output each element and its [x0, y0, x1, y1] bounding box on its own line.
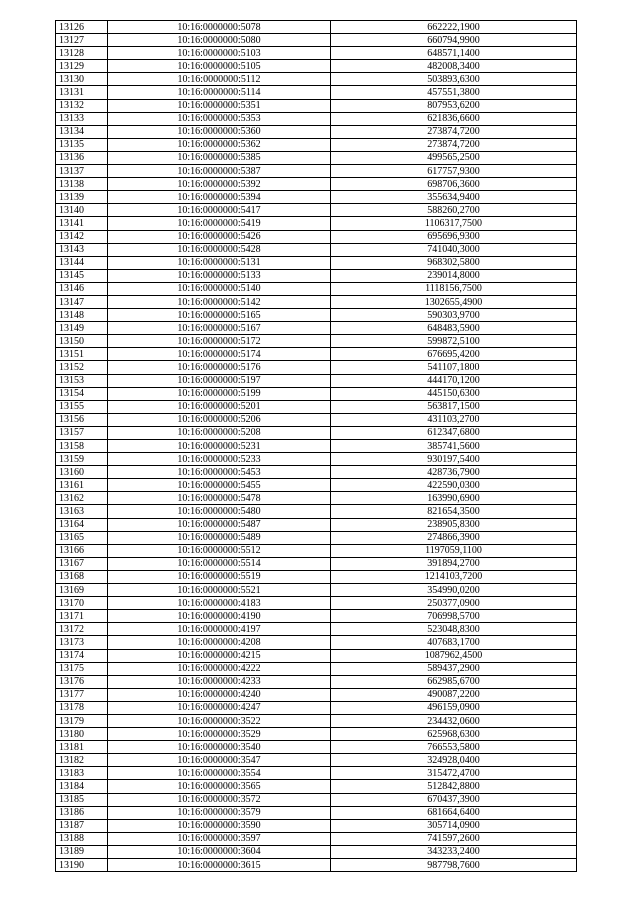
- cadastral-number-cell: 10:16:0000000:5172: [108, 335, 331, 348]
- row-number-cell: 13165: [56, 531, 108, 544]
- table-row: [56, 505, 577, 518]
- cadastral-number-cell: 10:16:0000000:5078: [108, 21, 331, 34]
- amount-cell: 681664,6400: [331, 806, 577, 819]
- amount-cell: 512842,8800: [331, 780, 577, 793]
- row-number-cell: 13144: [56, 256, 108, 269]
- row-number-cell: 13166: [56, 544, 108, 557]
- amount-cell: 391894,2700: [331, 557, 577, 570]
- amount-cell: 648571,1400: [331, 47, 577, 60]
- cadastral-number-cell: 10:16:0000000:5208: [108, 426, 331, 439]
- row-number-cell: 13134: [56, 125, 108, 138]
- amount-cell: 482008,3400: [331, 60, 577, 73]
- cadastral-number-cell: 10:16:0000000:5512: [108, 544, 331, 557]
- cadastral-number-cell: 10:16:0000000:5428: [108, 243, 331, 256]
- row-number-cell: 13140: [56, 204, 108, 217]
- amount-cell: 625968,6300: [331, 728, 577, 741]
- row-number-cell: 13157: [56, 426, 108, 439]
- cadastral-number-cell: 10:16:0000000:5165: [108, 309, 331, 322]
- amount-cell: 250377,0900: [331, 597, 577, 610]
- table-row: [56, 112, 577, 125]
- cadastral-number-cell: 10:16:0000000:3547: [108, 754, 331, 767]
- cadastral-number-cell: 10:16:0000000:5453: [108, 466, 331, 479]
- table-row: [56, 557, 577, 570]
- amount-cell: 273874,7200: [331, 138, 577, 151]
- cadastral-number-cell: 10:16:0000000:5080: [108, 34, 331, 47]
- amount-cell: 676695,4200: [331, 348, 577, 361]
- amount-cell: 523048,8300: [331, 623, 577, 636]
- table-row: [56, 269, 577, 282]
- table-row: [56, 544, 577, 557]
- table-row: [56, 584, 577, 597]
- table-row: [56, 728, 577, 741]
- row-number-cell: 13189: [56, 845, 108, 858]
- row-number-cell: 13162: [56, 492, 108, 505]
- table-row: [56, 86, 577, 99]
- row-number-cell: 13184: [56, 780, 108, 793]
- cadastral-number-cell: 10:16:0000000:5417: [108, 204, 331, 217]
- cadastral-number-cell: 10:16:0000000:4240: [108, 688, 331, 701]
- row-number-cell: 13170: [56, 597, 108, 610]
- row-number-cell: 13159: [56, 453, 108, 466]
- amount-cell: 706998,5700: [331, 610, 577, 623]
- amount-cell: 457551,3800: [331, 86, 577, 99]
- amount-cell: 807953,6200: [331, 99, 577, 112]
- cadastral-number-cell: 10:16:0000000:4208: [108, 636, 331, 649]
- row-number-cell: 13188: [56, 832, 108, 845]
- row-number-cell: 13145: [56, 269, 108, 282]
- row-number-cell: 13182: [56, 754, 108, 767]
- cadastral-number-cell: 10:16:0000000:5521: [108, 584, 331, 597]
- cadastral-number-cell: 10:16:0000000:5351: [108, 99, 331, 112]
- row-number-cell: 13161: [56, 479, 108, 492]
- amount-cell: 590303,9700: [331, 309, 577, 322]
- amount-cell: 588260,2700: [331, 204, 577, 217]
- amount-cell: 662985,6700: [331, 675, 577, 688]
- table-row: [56, 295, 577, 308]
- row-number-cell: 13190: [56, 859, 108, 872]
- row-number-cell: 13167: [56, 557, 108, 570]
- row-number-cell: 13149: [56, 322, 108, 335]
- cadastral-number-cell: 10:16:0000000:3565: [108, 780, 331, 793]
- table-row: [56, 610, 577, 623]
- cadastral-number-cell: 10:16:0000000:5353: [108, 112, 331, 125]
- amount-cell: 1118156,7500: [331, 282, 577, 295]
- cadastral-number-cell: 10:16:0000000:4247: [108, 701, 331, 714]
- table-row: [56, 361, 577, 374]
- table-body: [56, 21, 577, 872]
- table-row: [56, 701, 577, 714]
- row-number-cell: 13185: [56, 793, 108, 806]
- cadastral-number-cell: 10:16:0000000:5455: [108, 479, 331, 492]
- row-number-cell: 13168: [56, 570, 108, 583]
- cadastral-number-cell: 10:16:0000000:3604: [108, 845, 331, 858]
- amount-cell: 660794,9900: [331, 34, 577, 47]
- row-number-cell: 13153: [56, 374, 108, 387]
- row-number-cell: 13174: [56, 649, 108, 662]
- cadastral-number-cell: 10:16:0000000:4197: [108, 623, 331, 636]
- table-row: [56, 649, 577, 662]
- row-number-cell: 13130: [56, 73, 108, 86]
- cadastral-number-cell: 10:16:0000000:5233: [108, 453, 331, 466]
- table-row: [56, 754, 577, 767]
- amount-cell: 315472,4700: [331, 767, 577, 780]
- table-row: [56, 806, 577, 819]
- amount-cell: 273874,7200: [331, 125, 577, 138]
- cadastral-number-cell: 10:16:0000000:5133: [108, 269, 331, 282]
- table-row: [56, 793, 577, 806]
- table-row: [56, 479, 577, 492]
- row-number-cell: 13177: [56, 688, 108, 701]
- row-number-cell: 13128: [56, 47, 108, 60]
- row-number-cell: 13129: [56, 60, 108, 73]
- row-number-cell: 13156: [56, 413, 108, 426]
- cadastral-number-cell: 10:16:0000000:4190: [108, 610, 331, 623]
- table-row: [56, 73, 577, 86]
- table-row: [56, 597, 577, 610]
- row-number-cell: 13163: [56, 505, 108, 518]
- amount-cell: 617757,9300: [331, 165, 577, 178]
- amount-cell: 163990,6900: [331, 492, 577, 505]
- table-row: [56, 492, 577, 505]
- amount-cell: 987798,7600: [331, 859, 577, 872]
- row-number-cell: 13135: [56, 138, 108, 151]
- table-row: [56, 780, 577, 793]
- amount-cell: 343233,2400: [331, 845, 577, 858]
- amount-cell: 503893,6300: [331, 73, 577, 86]
- cadastral-number-cell: 10:16:0000000:5392: [108, 178, 331, 191]
- table-row: [56, 309, 577, 322]
- table-row: [56, 623, 577, 636]
- cadastral-number-cell: 10:16:0000000:4222: [108, 662, 331, 675]
- row-number-cell: 13151: [56, 348, 108, 361]
- table-row: [56, 243, 577, 256]
- table-row: [56, 34, 577, 47]
- cadastral-number-cell: 10:16:0000000:4233: [108, 675, 331, 688]
- row-number-cell: 13131: [56, 86, 108, 99]
- row-number-cell: 13173: [56, 636, 108, 649]
- data-table: [55, 20, 577, 872]
- table-row: [56, 138, 577, 151]
- amount-cell: 354990,0200: [331, 584, 577, 597]
- amount-cell: 968302,5800: [331, 256, 577, 269]
- amount-cell: 355634,9400: [331, 191, 577, 204]
- row-number-cell: 13179: [56, 714, 108, 727]
- cadastral-number-cell: 10:16:0000000:3529: [108, 728, 331, 741]
- table-row: [56, 859, 577, 872]
- row-number-cell: 13172: [56, 623, 108, 636]
- row-number-cell: 13150: [56, 335, 108, 348]
- cadastral-number-cell: 10:16:0000000:3572: [108, 793, 331, 806]
- cadastral-number-cell: 10:16:0000000:5105: [108, 60, 331, 73]
- row-number-cell: 13187: [56, 819, 108, 832]
- row-number-cell: 13155: [56, 400, 108, 413]
- table-row: [56, 466, 577, 479]
- amount-cell: 930197,5400: [331, 453, 577, 466]
- row-number-cell: 13164: [56, 518, 108, 531]
- cadastral-number-cell: 10:16:0000000:5426: [108, 230, 331, 243]
- amount-cell: 385741,5600: [331, 440, 577, 453]
- amount-cell: 407683,1700: [331, 636, 577, 649]
- amount-cell: 445150,6300: [331, 387, 577, 400]
- amount-cell: 1197059,1100: [331, 544, 577, 557]
- cadastral-number-cell: 10:16:0000000:5419: [108, 217, 331, 230]
- row-number-cell: 13180: [56, 728, 108, 741]
- cadastral-number-cell: 10:16:0000000:5362: [108, 138, 331, 151]
- table-row: [56, 767, 577, 780]
- cadastral-number-cell: 10:16:0000000:5131: [108, 256, 331, 269]
- cadastral-number-cell: 10:16:0000000:5514: [108, 557, 331, 570]
- amount-cell: 238905,8300: [331, 518, 577, 531]
- amount-cell: 1106317,7500: [331, 217, 577, 230]
- amount-cell: 821654,3500: [331, 505, 577, 518]
- table-row: [56, 204, 577, 217]
- row-number-cell: 13183: [56, 767, 108, 780]
- cadastral-number-cell: 10:16:0000000:3554: [108, 767, 331, 780]
- amount-cell: 239014,8000: [331, 269, 577, 282]
- cadastral-number-cell: 10:16:0000000:5142: [108, 295, 331, 308]
- cadastral-number-cell: 10:16:0000000:3597: [108, 832, 331, 845]
- row-number-cell: 13176: [56, 675, 108, 688]
- amount-cell: 305714,0900: [331, 819, 577, 832]
- amount-cell: 766553,5800: [331, 741, 577, 754]
- row-number-cell: 13146: [56, 282, 108, 295]
- cadastral-number-cell: 10:16:0000000:5480: [108, 505, 331, 518]
- row-number-cell: 13139: [56, 191, 108, 204]
- cadastral-number-cell: 10:16:0000000:5174: [108, 348, 331, 361]
- cadastral-number-cell: 10:16:0000000:5478: [108, 492, 331, 505]
- row-number-cell: 13142: [56, 230, 108, 243]
- row-number-cell: 13147: [56, 295, 108, 308]
- amount-cell: 444170,1200: [331, 374, 577, 387]
- amount-cell: 599872,5100: [331, 335, 577, 348]
- table-row: [56, 125, 577, 138]
- amount-cell: 490087,2200: [331, 688, 577, 701]
- table-row: [56, 348, 577, 361]
- row-number-cell: 13132: [56, 99, 108, 112]
- table-row: [56, 440, 577, 453]
- table-row: [56, 165, 577, 178]
- amount-cell: 541107,1800: [331, 361, 577, 374]
- table-row: [56, 662, 577, 675]
- cadastral-number-cell: 10:16:0000000:5140: [108, 282, 331, 295]
- cadastral-number-cell: 10:16:0000000:5387: [108, 165, 331, 178]
- amount-cell: 741040,3000: [331, 243, 577, 256]
- table-row: [56, 387, 577, 400]
- amount-cell: 234432,0600: [331, 714, 577, 727]
- row-number-cell: 13160: [56, 466, 108, 479]
- cadastral-number-cell: 10:16:0000000:5519: [108, 570, 331, 583]
- row-number-cell: 13148: [56, 309, 108, 322]
- row-number-cell: 13154: [56, 387, 108, 400]
- table-row: [56, 21, 577, 34]
- cadastral-number-cell: 10:16:0000000:5360: [108, 125, 331, 138]
- table-row: [56, 217, 577, 230]
- table-row: [56, 230, 577, 243]
- amount-cell: 274866,3900: [331, 531, 577, 544]
- amount-cell: 695696,9300: [331, 230, 577, 243]
- amount-cell: 563817,1500: [331, 400, 577, 413]
- cadastral-number-cell: 10:16:0000000:5197: [108, 374, 331, 387]
- row-number-cell: 13175: [56, 662, 108, 675]
- cadastral-number-cell: 10:16:0000000:3590: [108, 819, 331, 832]
- amount-cell: 499565,2500: [331, 151, 577, 164]
- table-row: [56, 374, 577, 387]
- table-row: [56, 570, 577, 583]
- row-number-cell: 13138: [56, 178, 108, 191]
- cadastral-number-cell: 10:16:0000000:3579: [108, 806, 331, 819]
- cadastral-number-cell: 10:16:0000000:5487: [108, 518, 331, 531]
- cadastral-number-cell: 10:16:0000000:5199: [108, 387, 331, 400]
- cadastral-number-cell: 10:16:0000000:5489: [108, 531, 331, 544]
- amount-cell: 1087962,4500: [331, 649, 577, 662]
- table-row: [56, 688, 577, 701]
- table-row: [56, 714, 577, 727]
- row-number-cell: 13141: [56, 217, 108, 230]
- table-row: [56, 741, 577, 754]
- amount-cell: 621836,6600: [331, 112, 577, 125]
- table-row: [56, 47, 577, 60]
- cadastral-number-cell: 10:16:0000000:5176: [108, 361, 331, 374]
- row-number-cell: 13143: [56, 243, 108, 256]
- table-row: [56, 413, 577, 426]
- table-row: [56, 99, 577, 112]
- amount-cell: 431103,2700: [331, 413, 577, 426]
- table-row: [56, 282, 577, 295]
- amount-cell: 698706,3600: [331, 178, 577, 191]
- cadastral-number-cell: 10:16:0000000:5206: [108, 413, 331, 426]
- amount-cell: 612347,6800: [331, 426, 577, 439]
- cadastral-number-cell: 10:16:0000000:4183: [108, 597, 331, 610]
- cadastral-number-cell: 10:16:0000000:3540: [108, 741, 331, 754]
- table-row: [56, 426, 577, 439]
- cadastral-number-cell: 10:16:0000000:5394: [108, 191, 331, 204]
- row-number-cell: 13178: [56, 701, 108, 714]
- table-row: [56, 531, 577, 544]
- table-row: [56, 322, 577, 335]
- row-number-cell: 13181: [56, 741, 108, 754]
- amount-cell: 422590,0300: [331, 479, 577, 492]
- table-row: [56, 335, 577, 348]
- cadastral-number-cell: 10:16:0000000:5231: [108, 440, 331, 453]
- row-number-cell: 13186: [56, 806, 108, 819]
- row-number-cell: 13133: [56, 112, 108, 125]
- cadastral-number-cell: 10:16:0000000:3522: [108, 714, 331, 727]
- row-number-cell: 13152: [56, 361, 108, 374]
- table-row: [56, 60, 577, 73]
- cadastral-number-cell: 10:16:0000000:5167: [108, 322, 331, 335]
- row-number-cell: 13169: [56, 584, 108, 597]
- row-number-cell: 13137: [56, 165, 108, 178]
- row-number-cell: 13171: [56, 610, 108, 623]
- amount-cell: 324928,0400: [331, 754, 577, 767]
- amount-cell: 496159,0900: [331, 701, 577, 714]
- table-row: [56, 151, 577, 164]
- row-number-cell: 13126: [56, 21, 108, 34]
- table-row: [56, 453, 577, 466]
- cadastral-number-cell: 10:16:0000000:5112: [108, 73, 331, 86]
- cadastral-number-cell: 10:16:0000000:5385: [108, 151, 331, 164]
- table-row: [56, 256, 577, 269]
- table-row: [56, 636, 577, 649]
- amount-cell: 428736,7900: [331, 466, 577, 479]
- amount-cell: 1302655,4900: [331, 295, 577, 308]
- table-row: [56, 191, 577, 204]
- amount-cell: 648483,5900: [331, 322, 577, 335]
- table-row: [56, 675, 577, 688]
- cadastral-number-cell: 10:16:0000000:5103: [108, 47, 331, 60]
- row-number-cell: 13127: [56, 34, 108, 47]
- table-row: [56, 845, 577, 858]
- cadastral-number-cell: 10:16:0000000:4215: [108, 649, 331, 662]
- cadastral-number-cell: 10:16:0000000:3615: [108, 859, 331, 872]
- table-row: [56, 400, 577, 413]
- table-row: [56, 832, 577, 845]
- amount-cell: 589437,2900: [331, 662, 577, 675]
- cadastral-number-cell: 10:16:0000000:5114: [108, 86, 331, 99]
- row-number-cell: 13158: [56, 440, 108, 453]
- cadastral-number-cell: 10:16:0000000:5201: [108, 400, 331, 413]
- table-row: [56, 518, 577, 531]
- amount-cell: 670437,3900: [331, 793, 577, 806]
- table-row: [56, 819, 577, 832]
- amount-cell: 662222,1900: [331, 21, 577, 34]
- row-number-cell: 13136: [56, 151, 108, 164]
- amount-cell: 741597,2600: [331, 832, 577, 845]
- table-row: [56, 178, 577, 191]
- amount-cell: 1214103,7200: [331, 570, 577, 583]
